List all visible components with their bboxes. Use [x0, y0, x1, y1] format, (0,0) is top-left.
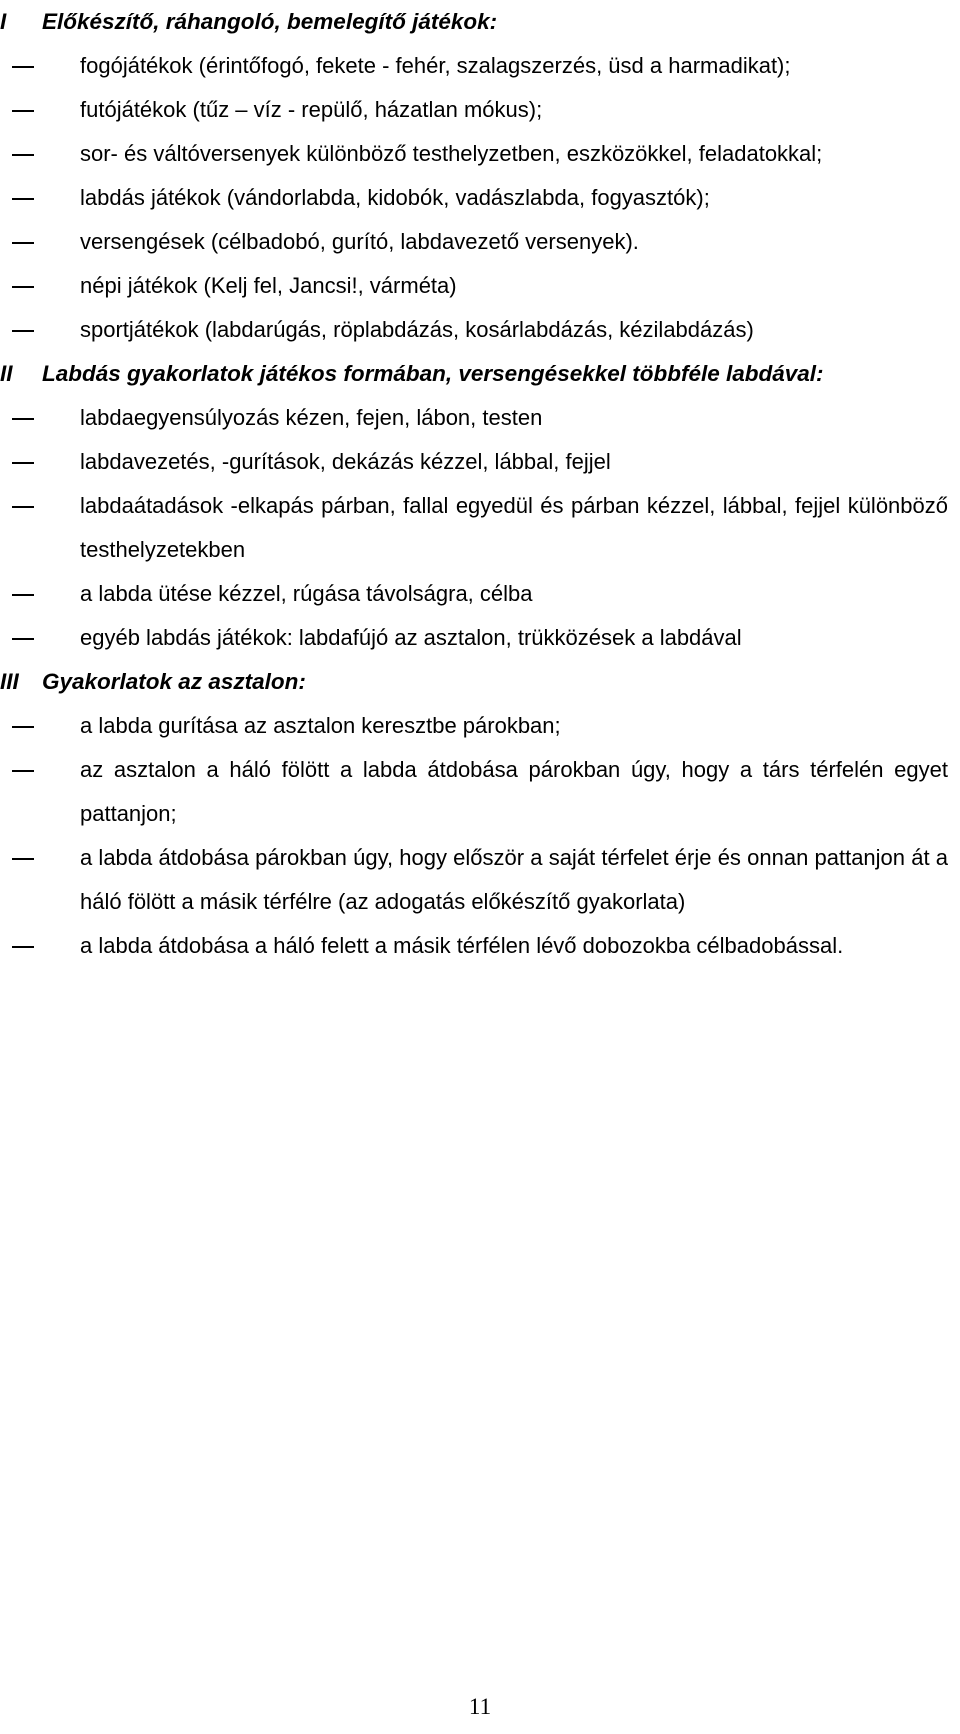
dash-bullet: [12, 638, 34, 640]
section-1: [0, 0, 960, 352]
section-number: III: [0, 669, 19, 694]
dash-bullet: [12, 418, 34, 420]
list-item-text: a labda átdobása párokban úgy, hogy először a saját térfelet érje és onnan pattanjon át a háló fölött a másik térfélre (az adogatás előkészítő gyakorlata): [80, 845, 948, 914]
dash-bullet: [12, 726, 34, 728]
list-item: [80, 484, 948, 572]
section-heading: [0, 352, 950, 396]
page-number: 11: [468, 1694, 492, 1719]
list-item: [80, 308, 948, 352]
section-title: Gyakorlatok az asztalon:: [42, 669, 306, 694]
dash-bullet: [12, 858, 34, 860]
dash-bullet: [12, 594, 34, 596]
list-item-text: fogójátékok (érintőfogó, fekete - fehér, szalagszerzés, üsd a harmadikat);: [80, 53, 791, 78]
list-item-text: népi játékok (Kelj fel, Jancsi!, várméta): [80, 273, 457, 298]
list-item-text: labdás játékok (vándorlabda, kidobók, vadászlabda, fogyasztók);: [80, 185, 710, 210]
section-3: [0, 660, 960, 968]
dash-bullet: [12, 110, 34, 112]
dash-bullet: [12, 242, 34, 244]
dash-bullet: [12, 770, 34, 772]
list-item: [80, 704, 948, 748]
list-item: [80, 176, 948, 220]
list-item-text: a labda ütése kézzel, rúgása távolságra, célba: [80, 581, 533, 606]
list-item-text: a labda átdobása a háló felett a másik térfélen lévő dobozokba célbadobással.: [80, 933, 844, 958]
dash-bullet: [12, 286, 34, 288]
list-item-text: labdaátadások -elkapás párban, fallal egyedül és párban kézzel, lábbal, fejjel különböző testhelyzetekben: [80, 493, 948, 562]
list-item-text: labdaegyensúlyozás kézen, fejen, lábon, testen: [80, 405, 543, 430]
section-heading: [0, 660, 950, 704]
section-title: Előkészítő, ráhangoló, bemelegítő játékok:: [42, 9, 498, 34]
list-item: [80, 220, 948, 264]
list-item: [80, 924, 948, 968]
list-item-text: az asztalon a háló fölött a labda átdobása párokban úgy, hogy a társ térfelén egyet pattanjon;: [80, 757, 948, 826]
list-item: [80, 748, 948, 836]
list-item-text: versengések (célbadobó, gurító, labdavezető versenyek).: [80, 229, 639, 254]
section-heading: [0, 0, 950, 44]
dash-bullet: [12, 330, 34, 332]
section-2: [0, 352, 960, 660]
list-item-text: egyéb labdás játékok: labdafújó az asztalon, trükközések a labdával: [80, 625, 742, 650]
dash-bullet: [12, 198, 34, 200]
dash-bullet: [12, 154, 34, 156]
list-item: [80, 396, 948, 440]
dash-bullet: [12, 946, 34, 948]
list-item: [80, 88, 948, 132]
list-item: [80, 440, 948, 484]
list-item: [80, 616, 948, 660]
section-number: II: [0, 361, 13, 386]
dash-bullet: [12, 462, 34, 464]
section-number: I: [0, 9, 7, 34]
list-item: [80, 264, 948, 308]
dash-bullet: [12, 506, 34, 508]
list-item-text: futójátékok (tűz – víz - repülő, házatlan mókus);: [80, 97, 543, 122]
list-item: [80, 836, 948, 924]
list-item-text: sor- és váltóversenyek különböző testhelyzetben, eszközökkel, feladatokkal;: [80, 141, 823, 166]
list-item: [80, 132, 948, 176]
section-title: Labdás gyakorlatok játékos formában, versengésekkel többféle labdával:: [42, 361, 824, 386]
list-item: [80, 44, 948, 88]
dash-bullet: [12, 66, 34, 68]
list-item: [80, 572, 948, 616]
list-item-text: sportjátékok (labdarúgás, röplabdázás, kosárlabdázás, kézilabdázás): [80, 317, 754, 342]
list-item-text: a labda gurítása az asztalon keresztbe párokban;: [80, 713, 561, 738]
list-item-text: labdavezetés, -gurítások, dekázás kézzel, lábbal, fejjel: [80, 449, 611, 474]
